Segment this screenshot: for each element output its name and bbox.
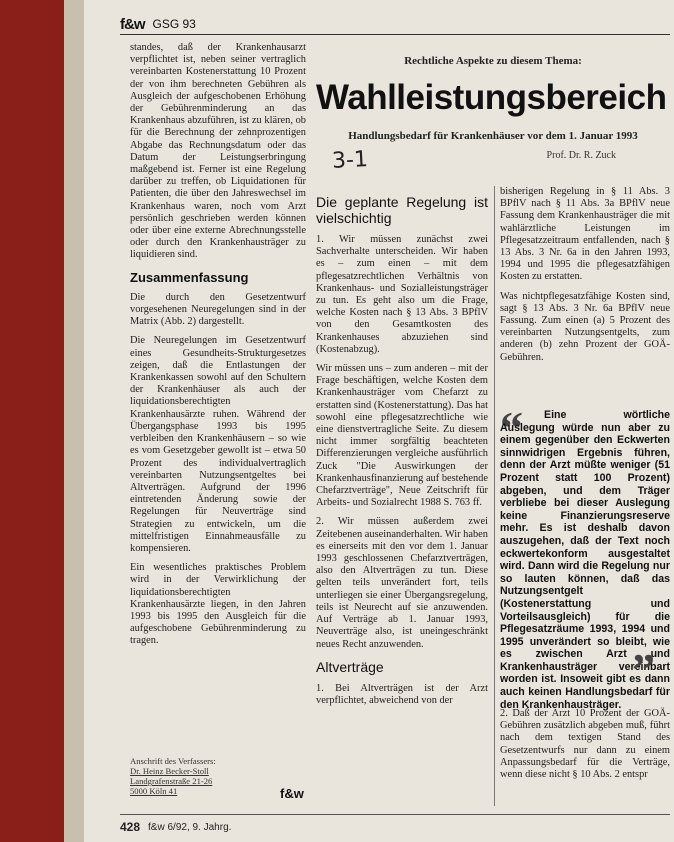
footer-fw-logo: f&w bbox=[280, 786, 304, 801]
col3-paragraph-1: bisherigen Regelung in § 11 Abs. 3 BPflV nach § 11 Abs. 3a BPflV neue Fassung dem Krankenhausträger die mit wahlärztliche Leistungen im Pflegesatzzeitraum entfallenden, nach § 13 Abs. 3 Nr. 6a in den Jahren 1993, 1994 und 1995 die pflegesatzfähigen Kosten zu erstatten. bbox=[500, 186, 670, 283]
col1-paragraph-2: Die durch den Gesetzentwurf vorgesehenen Neuregelungen sind in der Matrix (Abb. 2) dargestellt. bbox=[130, 291, 306, 328]
binding-edge bbox=[0, 0, 84, 842]
binding-spine bbox=[64, 0, 84, 842]
issue-label: GSG 93 bbox=[152, 17, 196, 31]
header-rule bbox=[120, 34, 670, 35]
page-header bbox=[120, 14, 196, 34]
publication-logo: f&w bbox=[120, 15, 145, 33]
col1-paragraph-1: standes, daß der Krankenhausarzt verpflichtet ist, neben seiner vertraglich vereinbarten Kostenerstattung 10 Prozent der von ihm berechneten Gebühren als Ausgleich der aufgeschobenen Erhöhung der Gebührenminderung an das Krankenhaus abzuführen, ist zu klären, ob für die Berechnung der zehnprozentigen Abgabe das Rechnungsdatum oder das Datum der Leistungserbringung maßgebend ist. Ferner ist eine Regelung darüber zu treffen, ob Liquidationen für Patienten, die über den Jahreswechsel im Krankenhaus waren, noch vom Arzt persönlich geschrieben werden können oder über eine externe Abrechnungsstelle oder durch den Krankenhausträger zu liquidieren sind. bbox=[130, 42, 306, 261]
handwritten-note: 3-1 bbox=[331, 147, 369, 174]
page-number: 428 bbox=[120, 820, 141, 834]
article-headline: Wahlleistungsbereich bbox=[316, 78, 667, 117]
section-heading-altvertraege: Altverträge bbox=[316, 658, 384, 675]
column-3-continued bbox=[500, 708, 670, 788]
col2-paragraph-1: 1. Wir müssen zunächst zwei Sachverhalte unterscheiden. Wir haben es – zum einen – mit dem pflegesatzrechtlichen Verhältnis von Krankenhaus- und Sozialleistungsträger zu tun. Es geht also um die Frage, welche Kosten nach § 13 Abs. 3 BPflV von den Gesamtkosten des Krankenhauses abzuziehen sind (Kostenabzug). bbox=[316, 234, 488, 355]
address-label: Anschrift des Verfassers: bbox=[130, 756, 216, 766]
column-1 bbox=[130, 42, 306, 655]
publication-citation: f&w 6/92, 9. Jahrg. bbox=[148, 821, 232, 833]
address-city: 5000 Köln 41 bbox=[130, 786, 178, 796]
col1-paragraph-3: Die Neuregelungen im Gesetzentwurf eines Gesundheits-Strukturgesetzes zeigen, daß die Entlastungen der Krankenkassen sowohl auf den Schultern der Krankenhäuser als auch der liquidationsberechtigten Krankenhausärzte ruhen. Während der Übergangsphase 1993 bis 1995 verbleiben den Krankenhäusern – so wie es vom Gesetzgeber gewollt ist – etwa 50 Prozent des individualvertraglich vereinbarten Nutzungsentgeltes bei Altverträgen. Aufgrund der 1996 eintretenden Änderung sowie der Regelungen für Neuverträge sind Strategien zu entwickeln, um die mittelfristigen Einnahmeausfälle zu kompensieren. bbox=[130, 335, 306, 554]
article-author: Prof. Dr. R. Zuck bbox=[546, 150, 616, 161]
col2-paragraph-3: 2. Wir müssen außerdem zwei Zeitebenen auseinanderhalten. Wir haben es einerseits mit den vor dem 1. Januar 1993 geschlossenen Chefarztverträgen, also den Altverträgen zu tun. Diese gelten teils unverändert fort, teils unterliegen sie einer Übergangsregelung, teils ist Neurecht auf sie anzuwenden. Auf Verträge ab 1. Januar 1993, Neuverträge also, ist uneingeschränkt neues Recht anzuwenden. bbox=[316, 516, 488, 650]
column-2 bbox=[316, 186, 488, 714]
article-subtitle: Handlungsbedarf für Krankenhäuser vor dem 1. Januar 1993 bbox=[348, 130, 638, 142]
address-street: Landgrafenstraße 21-26 bbox=[130, 776, 213, 786]
quote-close-mark: ” bbox=[632, 644, 655, 695]
article-kicker: Rechtliche Aspekte zu diesem Thema: bbox=[404, 55, 582, 67]
col3-paragraph-2: Was nichtpflegesatzfähige Kosten sind, sagt § 13 Abs. 3 Nr. 6a BPflV neue Fassung. Zum einen (a) 5 Prozent des vereinbarten Nutzungsentgelts, zum anderen (b) zehn Prozent der GOÄ-Gebühren. bbox=[500, 290, 670, 363]
address-name: Dr. Heinz Becker-Stoll bbox=[130, 766, 209, 776]
quote-open-mark: “ bbox=[500, 402, 523, 453]
col3-paragraph-3: 2. Daß der Arzt 10 Prozent der GOÄ-Gebühren zusätzlich abgeben muß, führt nach dem textigen Stand des Gesetzentwurfs nur dann zu einem Anpassungsbedarf für die Verträge, wenn diese nicht § 10 Abs. 2 entspr bbox=[500, 708, 670, 781]
footer-rule bbox=[120, 814, 670, 815]
column-3 bbox=[500, 186, 670, 371]
col2-paragraph-4: 1. Bei Altverträgen ist der Arzt verpflichtet, abweichend von der bbox=[316, 682, 488, 706]
pull-quote-text: Eine wörtliche Auslegung würde nun aber zu einem gegenüber den Eckwerten sinnwidrigen Ergebnis führen, denn der Arzt müßte weniger (51 Prozent statt 100 Prozent) abgeben, und dem Träger verbliebe bei dieser Auslegung keine Finanzierungsreserve mehr. Es ist deshalb davon auszugehen, daß der Text noch eckwertekonform ausgestaltet wird. Dann wird die Regelung nur so lauten können, daß das Nutzungsentgelt (Kostenerstattung und Vorteilsausgleich) für die Pflegesatzräume 1993, 1994 und 1995 unverändert so bleibt, wie es zwischen Arzt und Krankenhausträger vereinbart worden ist. Insoweit gibt es dann auch keinen Handlungsbedarf für den Krankenhausträger. bbox=[500, 409, 670, 711]
column-divider bbox=[494, 186, 495, 806]
page-footer bbox=[120, 820, 231, 834]
section-heading-regelung: Die geplante Regelung ist vielschichtig bbox=[316, 194, 488, 226]
col2-paragraph-2: Wir müssen uns – zum anderen – mit der Frage beschäftigen, welche Kosten dem Krankenhausträger vom Chefarzt zu erstatten sind (Kostenerstattung). Das hat sowohl eine pflegesatzrechtliche wie eine dienstvertragliche Seite. Zu diesem nicht immer sorgfältig beachteten Differenzierungen vergleiche ausführlich Zuck "Die Auswirkungen der Krankenhausfinanzierung auf bestehende Chefarztverträge", Neue Zeitschrift für Arbeits- und Sozialrecht 1988 S. 763 ff. bbox=[316, 363, 488, 509]
col1-paragraph-4: Ein wesentliches praktisches Problem wird in der Verwirklichung der liquidationsberechtigten Krankenhausärzte liegen, in den Jahren 1993 bis 1995 den Ausgleich für die aufgeschobene Gebührenminderung zu tragen. bbox=[130, 562, 306, 647]
magazine-page bbox=[84, 0, 674, 842]
summary-heading: Zusammenfassung bbox=[130, 269, 249, 285]
